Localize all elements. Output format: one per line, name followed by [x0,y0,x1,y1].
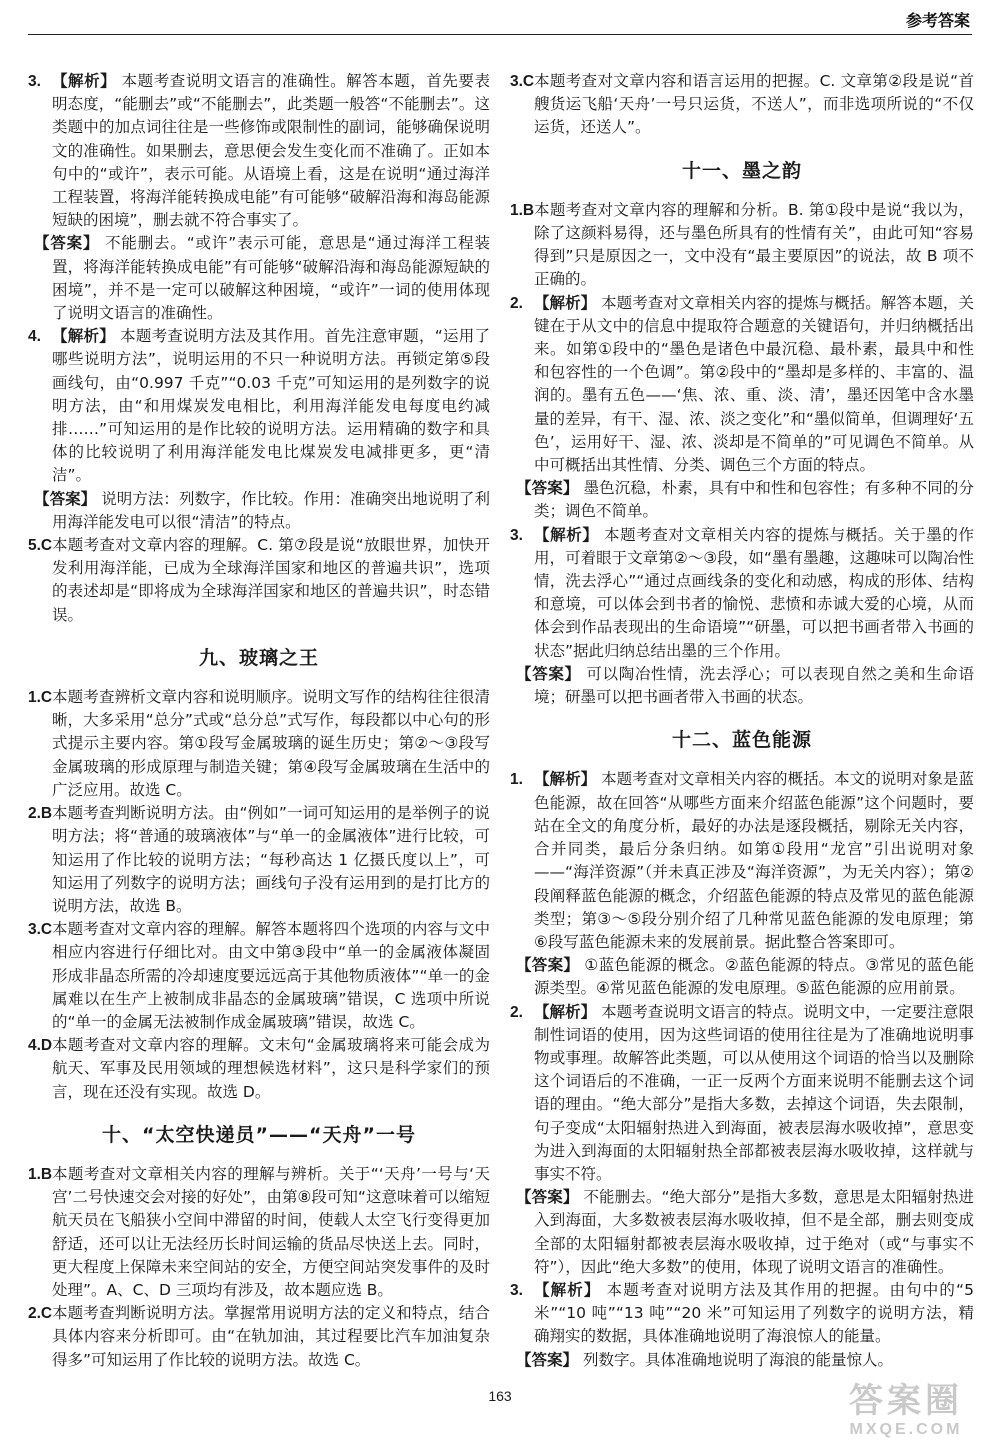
item-text: 本题考查辨析文章内容和说明顺序。说明文写作的结构往往很清晰，大多采用“总分”式或“总分总”式写作，每段都以中心句的形式提示主要内容。第①段写金属玻璃的诞生历史；第②～③段写金属玻璃的形成原理与制造关键；第④段写金属玻璃在生活中的广泛应用。故选 C。 [52,688,490,799]
item-text: 本题考查对文章相关内容的提炼与概括。解答本题，关键在于从文中的信息中提取符合题意的关键语句，并归纳概括出来。如第①段中的“墨色是诸色中最沉稳、最朴素，最具中和性和包容性的一个色调”。第②段中的“墨却是多样的、丰富的、温润的。墨有五色——‘焦、浓、重、淡、清’，墨还因笔中含水墨量的差异，有干、湿、浓、淡之变化”和“墨似简单，但调理好‘五色’，运用好干、湿、浓、淡却是不简单的”可见调色不简单。从中可概括出其性情、分类、调色三个方面的特点。 [534,293,974,475]
answer-item [510,663,974,709]
item-text: 本题考查对说明方法及其作用的把握。由句中的“5 米”“10 吨”“13 吨”“20 米”可知运用了列数字的说明方法，精确翔实的数据，具体准确地说明了海浪惊人的能量。 [534,1280,974,1346]
watermark-bottom: MXQE.COM [849,1421,963,1438]
answer-item [510,1279,974,1349]
item-text: 不能删去。“绝大部分”是指大多数，意思是太阳辐射热进入到海面，大多数被表层海水吸收掉，但不是全部，删去则变成全部的太阳辐射都被表层海水吸收掉，过于绝对（或“与事实不符”），因此“绝大多数”的使用，体现了说明文语言的准确性。 [534,1188,974,1276]
answer-item [510,954,974,1000]
item-text: 本题考查对文章内容的理解。解答本题将四个选项的内容与文中相应内容进行仔细比对。由文中第③段中“单一的金属液体凝固形成非晶态所需的冷却速度要远远高于其他物质液体”“单一的金属难以在生产上被制成非晶态的金属玻璃”错误，C 选项中所说的“单一的金属无法被制作成金属玻璃”错误，故选 C。 [52,920,490,1031]
answer-item [510,477,974,523]
item-number: 3.C [28,921,53,939]
answer-item [28,1302,490,1372]
item-text: 列数字。具体准确地说明了海浪的能量惊人。 [582,1350,893,1369]
item-text: 本题考查对文章内容和语言运用的把握。C. 文章第②段是说“首艘货运飞船‘天舟’一号只运货，不送人”，而非选项所说的“不仅运货，还送人”。 [534,72,974,137]
item-text: 本题考查说明文语言的准确性。解答本题，首先要表明态度，“能删去”或“不能删去”，此类题一般答“不能删去”。这类题中的加点词往往是一些修饰或限制性的副词，能够确保说明文的准确性。如果删去，意思便会发生变化而不准确了。正如本句中的“或许”，表示可能。从语境上看，这是在说明“通过海洋工程装置，将海洋能转换成电能”有可能够“破解沿海和海岛能源短缺的困境”，删去就不符合事实了。 [52,72,490,230]
analysis-tag: 【 解析 】 [52,327,115,345]
item-number: 1.B [28,1165,53,1183]
answer-tag: 【 答案 】 [34,234,99,252]
answer-item [510,1349,974,1372]
item-number: 5.C [28,537,53,555]
analysis-tag: 【 解析 】 [534,1281,601,1299]
analysis-tag: 【 解析 】 [534,770,596,788]
item-text: 说明方法：列数字，作比较。作用：准确突出地说明了利用海洋能发电可以很“清洁”的特点。 [52,489,490,531]
section-title: 十二、蓝色能源 [671,729,812,752]
item-number: 2. [510,1003,523,1021]
answer-item [510,524,974,663]
item-number: 1.C [28,689,53,707]
item-number: 3.C [510,73,535,90]
answer-item [28,1034,490,1104]
item-text: 本题考查对文章相关内容的概括。本文的说明对象是蓝色能源，故在回答“从哪些方面来介绍蓝色能源”这个问题时，要站在全文的角度分析，最好的办法是逐段概括，剔除无关内容，合并同类，最后分条归纳。如第①段用“龙宫”引出说明对象——“海洋资源”（并未真正涉及“海洋资源”，为无关内容）；第②段阐释蓝色能源的概念，介绍蓝色能源的特点及常见的蓝色能源类型；第③～⑤段分别介绍了几种常见蓝色能源的发电原理；第⑥段写蓝色能源未来的发展前景。据此整合答案即可。 [534,770,974,951]
header-divider [28,34,972,35]
right-column [510,70,974,1372]
analysis-tag: 【 解析 】 [534,526,598,544]
answer-tag: 【 答案 】 [516,1188,578,1206]
answer-item [510,292,974,478]
watermark-top: 答案圈 [849,1382,963,1420]
item-text: 本题考查说明文语言的特点。说明文中，一定要注意限制性词语的使用，因为这些词语的使用往往是为了准确地说明事物或事理。故解答此类题，可以从使用这个词语的恰当以及删除这个词语后的不准确，一正一反两个方面来说明不能删去这个词语的理由。“绝大部分”是指大多数，去掉这个词语，失去限制，句子变成“太阳辐射热进入到海面，被表层海水吸收掉”，意思变为进入到海面的太阳辐射热全部都被表层海水吸收掉，这样就与事实不符。 [534,1002,974,1183]
answer-tag: 【 答案 】 [516,665,581,683]
item-number: 1.B [510,201,535,219]
section-title: 十一、墨之韵 [681,159,802,182]
left-column [28,70,490,1372]
answer-item [28,686,490,802]
item-text: 本题考查说明方法及其作用。首先注意审题，“运用了哪些说明方法”，说明运用的不只一种说明方法。再锁定第⑤段画线句，由“0.997 千克”“0.03 千克”可知运用的是列数字的说明方法，由“和用煤炭发电相比，利用海洋能发电每度电约减排……”可知运用的是作比较的说明方法。运用精确的数字和具体的比较说明了利用海洋能发电比煤炭发电减排更多，更“清洁”。 [52,327,490,485]
answer-item [28,232,490,325]
item-number: 3. [510,526,523,544]
item-number: 1. [510,771,523,789]
watermark-logo [836,1382,976,1446]
page-number: 163 [488,1388,512,1404]
item-text: 本题考查对文章相关内容的提炼与概括。关于墨的作用，可着眼于文章第②～③段，如“墨有墨趣，这趣味可以陶冶性情，洗去浮心”“通过点画线条的变化和动感，构成的形体、结构和意境，可以体会到书者的愉悦、悲愤和赤诚大爱的心境，从而体会到作品表现出的生命语境”“研墨，可以把书画者带入书画的状态”据此归纳总结出墨的三个作用。 [534,525,974,660]
answer-tag: 【 答案 】 [516,956,579,974]
section-title: 九、玻璃之王 [198,646,319,669]
answer-item [510,768,974,954]
item-number: 3. [28,73,41,90]
answer-item [510,70,974,140]
item-number: 2. [510,294,523,312]
item-text: 墨色沉稳，朴素，具有中和性和包容性；有多种不同的分类；调色不简单。 [534,479,974,521]
item-number: 3. [510,1281,523,1299]
item-text: ①蓝色能源的概念。②蓝色能源的特点。③常见的蓝色能源类型。④常见蓝色能源的发电原理。⑤蓝色能源的应用前景。 [534,956,974,998]
section-title: 十、“太空快递员”——“天舟”一号 [102,1123,416,1146]
item-text: 本题考查判断说明方法。由“例如”一词可知运用的是举例子的说明方法；将“普通的玻璃液体”与“单一的金属液体”进行比较，可知运用了作比较的说明方法；“每秒高达 1 亿摄氏度以上”，可知运用了列数字的说明方法；画线句子没有运用到的是打比方的说明方法，故选 B。 [52,804,490,915]
answer-tag: 【 答案 】 [516,1351,578,1369]
analysis-tag: 【 解析 】 [534,1003,596,1021]
item-number: 4. [28,328,41,346]
answer-item [28,918,490,1034]
answer-item [510,1001,974,1187]
answer-tag: 【 答案 】 [516,479,579,497]
answer-item [28,534,490,627]
item-number: 2.B [28,805,53,823]
answer-item [510,199,974,292]
answer-item [28,325,490,487]
item-number: 2.C [28,1305,53,1323]
item-text: 本题考查对文章相关内容的理解与辨析。关于“‘天舟’一号与‘天宫’二号快速交会对接的好处”，由第⑧段可知“这意味着可以缩短航天员在飞船狭小空间中滞留的时间，使载人太空飞行变得更加舒适，还可以让无法经历长时间运输的货品尽快送上去。同时，更大程度上保障未来空间站的安全，方便空间站突发事件的及时处理”。A、C、D 三项均有涉及，故本题应选 B。 [52,1164,490,1299]
page-header-title: 参考答案 [905,11,970,30]
item-text: 本题考查对文章内容的理解。文末句“金属玻璃将来可能会成为航天、军事及民用领域的理想候选材料”，这只是科学家们的预言，现在还没有实现。故选 D。 [52,1036,490,1101]
analysis-tag: 【 解析 】 [534,294,596,312]
item-text: 不能删去。“或许”表示可能，意思是“通过海洋工程装置，将海洋能转换成电能”有可能够“破解沿海和海岛能源短缺的困境”，并不是一定可以破解这种困境，“或许”一词的使用体现了说明文语言的准确性。 [52,234,490,323]
answer-item [28,1163,490,1302]
item-text: 本题考查判断说明方法。掌握常用说明方法的定义和特点，结合具体内容来分析即可。由“在轨加油，其过程要比汽车加油复杂得多”可知运用了作比较的说明方法。故选 C。 [52,1304,490,1369]
answer-item [510,1186,974,1279]
item-number: 4.D [28,1037,53,1055]
answer-item [28,802,490,918]
answer-item [28,488,490,534]
answer-item [28,70,490,232]
item-text: 可以陶冶性情，洗去浮心；可以表现自然之美和生命语境；研墨可以把书画者带入书画的状态。 [534,664,974,707]
analysis-tag: 【 解析 】 [52,72,116,90]
item-text: 本题考查对文章内容的理解和分析。B. 第①段中是说“我以为，除了这颜料易得，还与墨色所具有的性情有关”，由此可知“容易得到”只是原因之一，文中没有“最主要原因”的说法，故 B 项不正确的。 [534,200,974,289]
answer-tag: 【 答案 】 [34,490,96,508]
item-text: 本题考查对文章内容的理解。C. 第⑦段是说“放眼世界，加快开发利用海洋能，已成为全球海洋国家和地区的普遍共识”，选项的表述却是“即将成为全球海洋国家和地区的普遍共识”，时态错误。 [52,536,490,624]
